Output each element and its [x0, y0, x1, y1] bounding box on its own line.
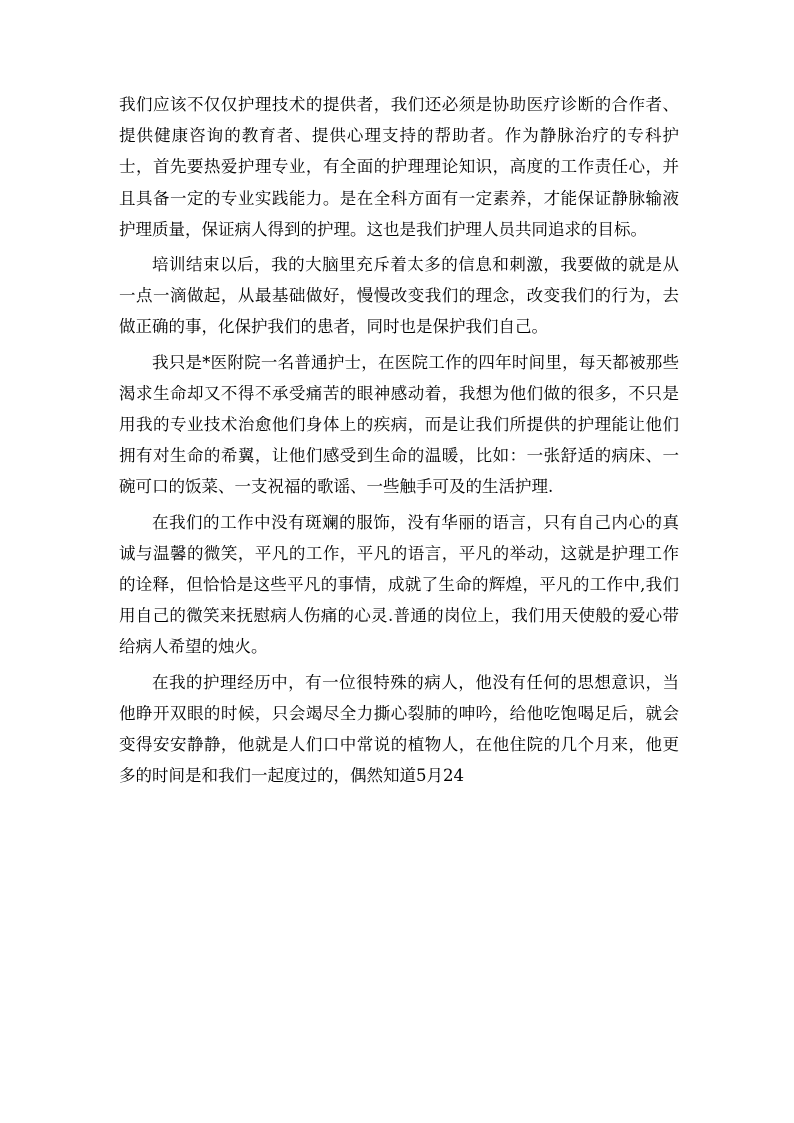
paragraph-3: 我只是*医附院一名普通护士，在医院工作的四年时间里，每天都被那些渴求生命却又不得不承受痛苦的眼神感动着，我想为他们做的很多，不只是用我的专业技术治愈他们身体上的疾病，而是让我们所提供的护理能让他们拥有对生命的希翼，让他们感受到生命的温暖，比如：一张舒适的病床、一碗可口的饭菜、一支祝福的歌谣、一些触手可及的生活护理.	[119, 352, 679, 497]
body-text	[119, 89, 679, 791]
paragraph-1: 我们应该不仅仅护理技术的提供者，我们还必须是协助医疗诊断的合作者、提供健康咨询的教育者、提供心理支持的帮助者。作为静脉治疗的专科护士，首先要热爱护理专业，有全面的护理理论知识，高度的工作责任心，并且具备一定的专业实践能力。是在全科方面有一定素养，才能保证静脉输液护理质量，保证病人得到的护理。这也是我们护理人员共同追求的目标。	[119, 95, 679, 239]
paragraph-4: 在我们的工作中没有斑斓的服饰，没有华丽的语言，只有自己内心的真诚与温馨的微笑，平凡的工作，平凡的语言，平凡的举动，这就是护理工作的诠释，但恰恰是这些平凡的事情，成就了生命的辉煌，平凡的工作中,我们用自己的微笑来抚慰病人伤痛的心灵.普通的岗位上，我们用天使般的爱心带给病人希望的烛火。	[119, 512, 679, 657]
paragraph-2: 培训结束以后，我的大脑里充斥着太多的信息和刺激，我要做的就是从一点一滴做起，从最基础做好，慢慢改变我们的理念，改变我们的行为，去做正确的事，化保护我们的患者，同时也是保护我们自己。	[119, 255, 679, 337]
paragraph-5: 在我的护理经历中，有一位很特殊的病人，他没有任何的思想意识，当他睁开双眼的时候，只会竭尽全力撕心裂肺的呻吟，给他吃饱喝足后，就会变得安安静静，他就是人们口中常说的植物人，在他住院的几个月来，他更多的时间是和我们一起度过的，偶然知道5月24	[119, 672, 679, 786]
